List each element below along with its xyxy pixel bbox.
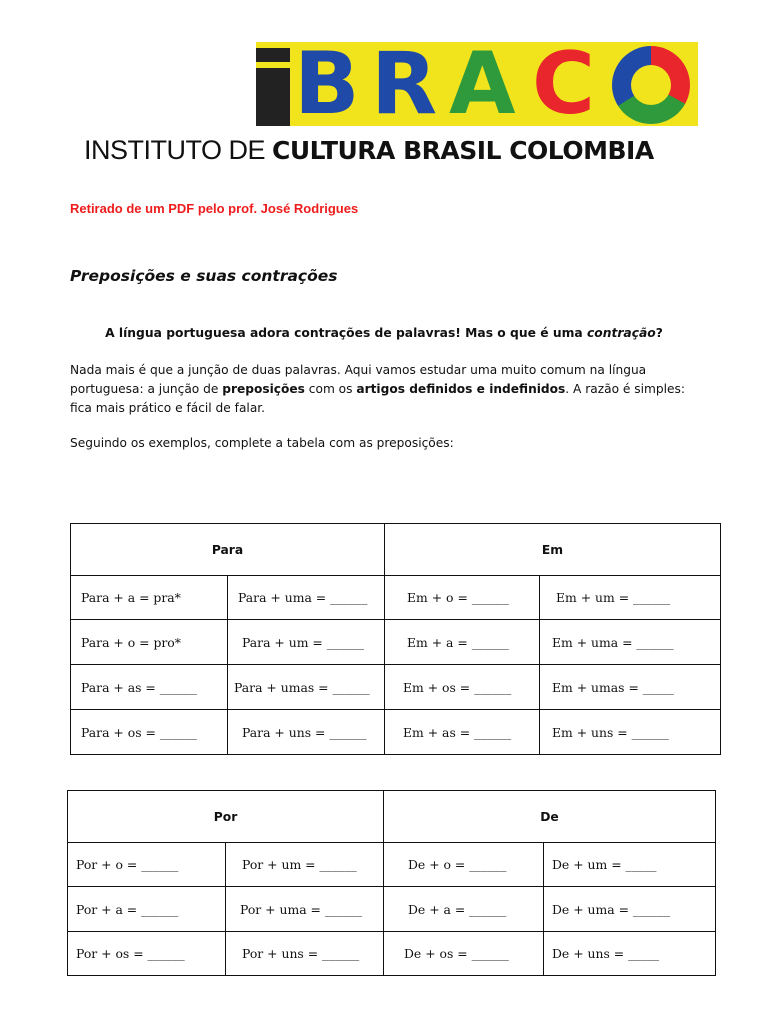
table-cell[interactable]: Para + uma = ______ (228, 576, 385, 620)
intro-question-text: A língua portuguesa adora contrações de palavras! Mas o que é uma (105, 326, 587, 340)
table-cell[interactable]: Por + um = ______ (226, 843, 384, 887)
page-title: Preposições e suas contrações (70, 267, 338, 285)
table-row (71, 620, 721, 665)
header-de: De (384, 791, 716, 843)
paragraph-bold-preposicoes: preposições (222, 382, 305, 396)
header-para: Para (71, 524, 385, 576)
table-cell[interactable]: Por + o = ______ (68, 843, 226, 887)
table-cell[interactable]: Para + uns = ______ (228, 710, 385, 755)
logo-letter-r: R (371, 34, 438, 134)
institute-logo (84, 34, 698, 170)
table-header-row (68, 791, 716, 843)
logo-subtitle-bold: CULTURA BRASIL COLOMBIA (272, 136, 654, 165)
table-cell: Para + a = pra* (71, 576, 228, 620)
table-row (71, 665, 721, 710)
table-cell[interactable]: Em + um = ______ (540, 576, 721, 620)
paragraph-text: Nada mais é que a junção de duas palavras. Aqui vamos estudar uma muito comum na língua portuguesa: a junção de (70, 363, 647, 396)
table-cell[interactable]: Por + uma = ______ (226, 887, 384, 932)
table-cell[interactable]: Para + umas = ______ (228, 665, 385, 710)
table-cell[interactable]: Em + os = ______ (385, 665, 540, 710)
table-cell[interactable]: Em + a = ______ (385, 620, 540, 665)
table-row (68, 932, 716, 976)
table-cell[interactable]: Em + uns = ______ (540, 710, 721, 755)
table-cell[interactable]: Por + os = ______ (68, 932, 226, 976)
table-cell[interactable]: Para + um = ______ (228, 620, 385, 665)
table-cell[interactable]: De + o = ______ (384, 843, 544, 887)
logo-letter-c: C (532, 34, 596, 134)
intro-question-italic: contração (586, 326, 656, 340)
table-cell[interactable]: De + uma = ______ (544, 887, 716, 932)
exercise-instruction: Seguindo os exemplos, complete a tabela com as preposições: (70, 436, 454, 450)
table-row (68, 887, 716, 932)
intro-question-end: ? (655, 326, 663, 340)
logo-subtitle (84, 134, 654, 167)
table-para-em (70, 523, 721, 755)
logo-letter-i (256, 48, 290, 126)
paragraph-bold-artigos: artigos definidos e indefinidos (356, 382, 566, 396)
table-cell[interactable]: Para + os = ______ (71, 710, 228, 755)
table-por-de (67, 790, 716, 976)
table-cell[interactable]: De + um = _____ (544, 843, 716, 887)
header-em: Em (385, 524, 721, 576)
table-cell[interactable]: Em + uma = ______ (540, 620, 721, 665)
header-por: Por (68, 791, 384, 843)
table-cell[interactable]: De + os = ______ (384, 932, 544, 976)
table-cell[interactable]: Em + o = ______ (385, 576, 540, 620)
table-cell[interactable]: Por + a = ______ (68, 887, 226, 932)
table-cell[interactable]: Em + umas = _____ (540, 665, 721, 710)
table-row (71, 710, 721, 755)
table-row (71, 576, 721, 620)
logo-letter-a: A (449, 34, 516, 134)
table-cell[interactable]: Em + as = ______ (385, 710, 540, 755)
logo-letter-b: B (294, 34, 360, 134)
credit-line: Retirado de um PDF pelo prof. José Rodrigues (70, 201, 359, 216)
table-cell[interactable]: De + uns = _____ (544, 932, 716, 976)
table-cell[interactable]: Por + uns = ______ (226, 932, 384, 976)
table-row (68, 843, 716, 887)
table-cell[interactable]: De + a = ______ (384, 887, 544, 932)
logo-subtitle-thin: INSTITUTO DE (84, 135, 273, 165)
paragraph-text: . A razão é simples: fica mais prático e fácil de falar. (70, 382, 685, 415)
table-cell[interactable]: Para + as = ______ (71, 665, 228, 710)
table-cell: Para + o = pro* (71, 620, 228, 665)
paragraph-text: com os (304, 382, 357, 396)
table-header-row (71, 524, 721, 576)
intro-question (0, 326, 768, 340)
explanation-paragraph (70, 361, 700, 418)
logo-letter-o-ring (612, 46, 690, 124)
